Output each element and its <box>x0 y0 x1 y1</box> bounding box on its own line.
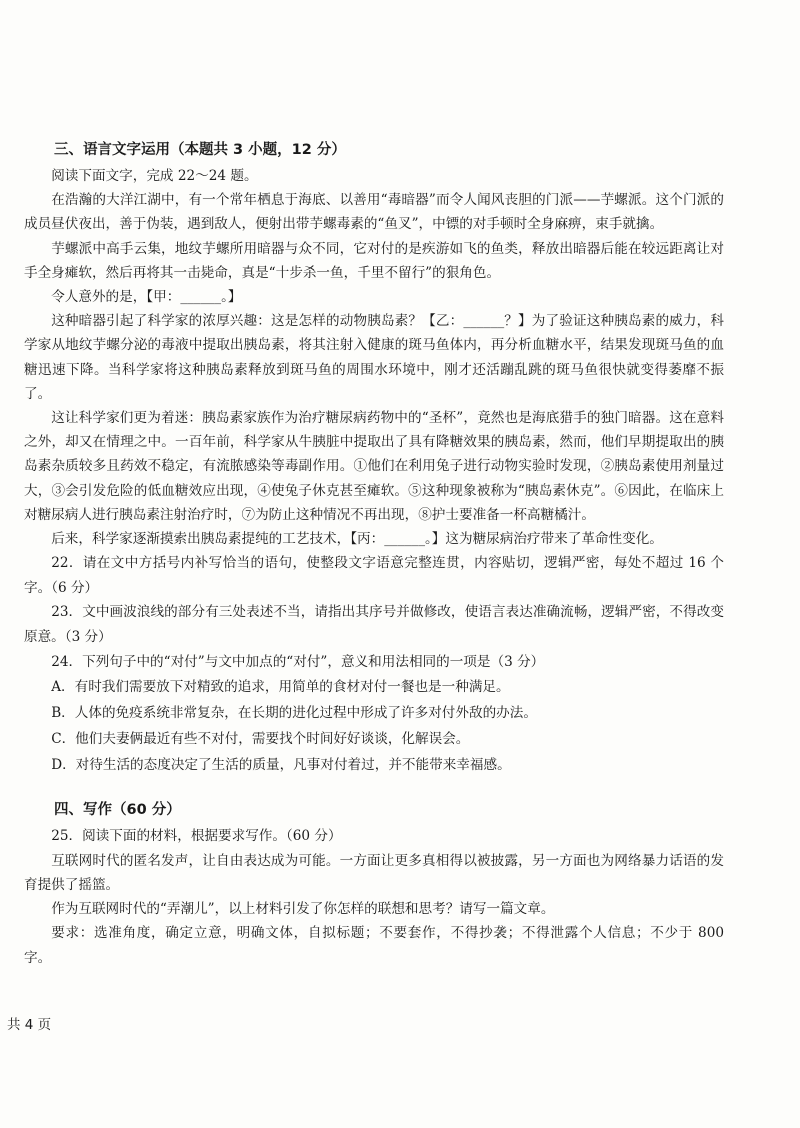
question-24: 24．下列句子中的“对付”与文中加点的“对付”，意义和用法相同的一项是（3 分） <box>51 653 545 670</box>
section3-instruction: 阅读下面文字，完成 22～24 题。 <box>51 168 258 184</box>
writing-prompt: 作为互联网时代的“弄潮儿”，以上材料引发了你怎样的联想和思考？请写一篇文章。 <box>51 901 555 918</box>
passage-paragraph-4: 这种暗器引起了科学家的浓厚兴趣：这是怎样的动物胰岛素？【乙：______？】为了验证这种胰岛素的威力，科学家从地纹芋螺分泌的毒液中提取出胰岛素，将其注射入健康的斑马鱼体内，再分析血糖水平，结果发现斑马鱼的血糖迅速下降。当科学家将这种胰岛素释放到斑马鱼的周围水环境中，刚才还活蹦乱跳的斑马鱼很快就变得萎靡不振了。 <box>24 313 724 402</box>
section3-heading: 三、语言文字运用（本题共 3 小题，12 分） <box>54 142 346 158</box>
question-23: 23．文中画波浪线的部分有三处表述不当，请指出其序号并做修改，使语言表达准确流畅，逻辑严密，不得改变原意。（3 分） <box>24 604 724 646</box>
writing-requirements: 要求：选准角度，确定立意，明确文体，自拟标题；不要套作，不得抄袭；不得泄露个人信息；不少于 800 字。 <box>24 925 724 966</box>
section4-heading: 四、写作（60 分） <box>54 802 181 819</box>
passage-paragraph-2: 芋螺派中高手云集，地纹芋螺所用暗器与众不同，它对付的是疾游如飞的鱼类，释放出暗器后能在较远距离让对手全身瘫软，然后再将其一击毙命，真是“十步杀一鱼，千里不留行”的狠角色。 <box>24 240 724 281</box>
option-d: D．对待生活的态度决定了生活的质量，凡事对付着过，并不能带来幸福感。 <box>51 757 511 774</box>
passage-paragraph-3: 令人意外的是，【甲：______。】 <box>51 289 242 306</box>
passage-paragraph-6: 后来，科学家逐渐摸索出胰岛素提纯的工艺技术，【丙：______。】这为糖尿病治疗带来了革命性变化。 <box>51 531 663 548</box>
option-a: A．有时我们需要放下对精致的追求，用简单的食材对付一餐也是一种满足。 <box>51 679 510 696</box>
page-content <box>24 138 724 970</box>
passage-paragraph-5: 这让科学家们更为着迷：胰岛素家族作为治疗糖尿病药物中的“圣杯”，竟然也是海底猎手的独门暗器。这在意料之外，却又在情理之中。一百年前，科学家从牛胰脏中提取出了具有降糖效果的胰岛素，然而，他们早期提取出的胰岛素杂质较多且药效不稳定，有流脓感染等毒副作用。①他们在利用兔子进行动物实验时发现，②胰岛素使用剂量过大，③会引发危险的低血糖效应出现，④使兔子休克甚至瘫软。⑤这种现象被称为“胰岛素休克”。⑥因此，在临床上对糖尿病人进行胰岛素注射治疗时，⑦为防止这种情况不再出现，⑧护士要准备一杯高糖橘汁。 <box>24 410 724 523</box>
passage-paragraph-1: 在浩瀚的大洋江湖中，有一个常年栖息于海底、以善用“毒暗器”而令人闻风丧胆的门派——芋螺派。这个门派的成员昼伏夜出，善于伪装，遇到敌人，便射出带芋螺毒素的“鱼叉”，中镖的对手顿时全身麻痹，束手就擒。 <box>24 192 724 233</box>
question-22: 22．请在文中方括号内补写恰当的语句，使整段文字语意完整连贯，内容贴切，逻辑严密，每处不超过 16 个字。（6 分） <box>24 555 724 596</box>
page-footer: 共 4 页 <box>7 1017 52 1033</box>
section-gap <box>24 778 724 798</box>
option-c: C．他们夫妻俩最近有些不对付，需要找个时间好好谈谈，化解误会。 <box>51 731 470 748</box>
question-25: 25．阅读下面的材料，根据要求写作。（60 分） <box>51 828 342 845</box>
writing-material: 互联网时代的匿名发声，让自由表达成为可能。一方面让更多真相得以被披露，另一方面也为网络暴力话语的发育提供了摇篮。 <box>24 852 724 894</box>
option-b: B．人体的免疫系统非常复杂，在长期的进化过程中形成了许多对付外敌的办法。 <box>51 705 537 722</box>
